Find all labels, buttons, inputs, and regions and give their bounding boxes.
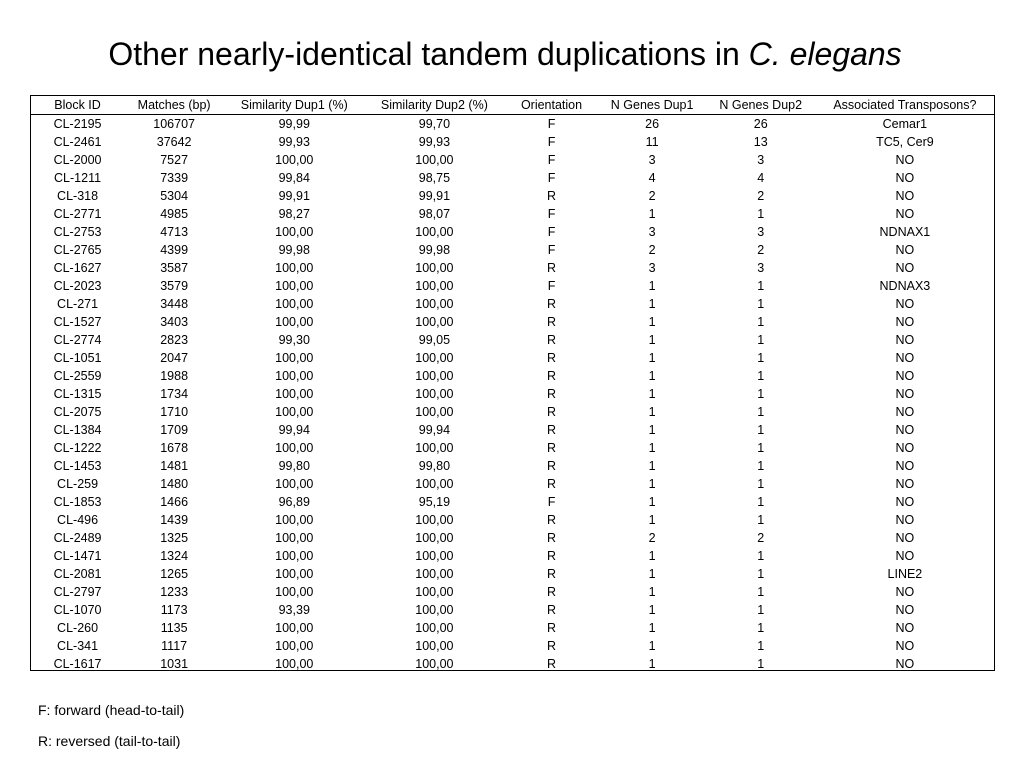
block-id-cell: CL-1471 [53, 549, 102, 563]
transposons-cell: NO [895, 603, 915, 617]
similarity-dup2-cell: 100,00 [415, 549, 454, 563]
n-genes-dup2-cell: 1 [757, 441, 765, 455]
orientation-cell: R [547, 513, 557, 527]
similarity-dup1-cell: 100,00 [275, 369, 314, 383]
block-id-cell: CL-2765 [53, 243, 102, 257]
n-genes-dup2-cell: 1 [757, 207, 765, 221]
block-id-cell: CL-2075 [53, 405, 102, 419]
n-genes-dup1-cell: 1 [648, 567, 656, 581]
block-id-cell: CL-2461 [53, 135, 102, 149]
similarity-dup2-cell: 98,07 [418, 207, 451, 221]
transposons-cell: NO [895, 333, 915, 347]
transposons-cell: NO [895, 189, 915, 203]
similarity-dup2-cell: 100,00 [415, 531, 454, 545]
n-genes-dup2-cell: 3 [757, 225, 765, 239]
n-genes-dup2-cell: 1 [757, 639, 765, 653]
similarity-dup2-cell: 100,00 [415, 477, 454, 491]
similarity-dup2-cell: 100,00 [415, 153, 454, 167]
block-id-cell: CL-2195 [53, 117, 102, 131]
orientation-cell: F [547, 243, 556, 257]
table-header-row [31, 96, 994, 115]
matches-cell: 1135 [160, 621, 188, 635]
transposons-cell: NO [895, 639, 915, 653]
transposons-cell: NO [895, 531, 915, 545]
matches-cell: 3448 [160, 297, 189, 311]
n-genes-dup2-cell: 3 [757, 261, 765, 275]
similarity-dup2-cell: 100,00 [415, 315, 454, 329]
table-row [31, 349, 994, 367]
matches-cell: 4713 [160, 225, 189, 239]
matches-cell: 5304 [160, 189, 189, 203]
transposons-cell: LINE2 [887, 567, 923, 581]
block-id-cell: CL-341 [57, 639, 99, 653]
n-genes-dup1-cell: 2 [648, 243, 656, 257]
matches-cell: 106707 [153, 117, 195, 131]
matches-cell: 1265 [160, 567, 189, 581]
table-row [31, 619, 994, 637]
similarity-dup2-cell: 100,00 [415, 369, 454, 383]
similarity-dup1-cell: 100,00 [275, 585, 314, 599]
column-header-similarity-dup2: Similarity Dup2 (%) [364, 96, 504, 115]
block-id-cell: CL-2753 [53, 225, 102, 239]
block-id-cell: CL-259 [57, 477, 99, 491]
column-header-n-genes-dup1: N Genes Dup1 [599, 96, 706, 115]
n-genes-dup1-cell: 2 [648, 531, 656, 545]
matches-cell: 1709 [160, 423, 189, 437]
n-genes-dup1-cell: 1 [648, 657, 656, 671]
orientation-cell: R [547, 549, 557, 563]
orientation-cell: R [547, 315, 557, 329]
n-genes-dup1-cell: 3 [648, 225, 656, 239]
orientation-cell: R [547, 405, 557, 419]
n-genes-dup1-cell: 2 [648, 189, 656, 203]
transposons-cell: NO [895, 477, 915, 491]
n-genes-dup2-cell: 1 [757, 297, 765, 311]
block-id-cell: CL-260 [57, 621, 99, 635]
similarity-dup1-cell: 100,00 [275, 153, 314, 167]
matches-cell: 1173 [160, 603, 188, 617]
n-genes-dup1-cell: 1 [648, 603, 656, 617]
block-id-cell: CL-1070 [53, 603, 102, 617]
table-row [31, 637, 994, 655]
similarity-dup2-cell: 100,00 [415, 603, 454, 617]
n-genes-dup1-cell: 1 [648, 279, 656, 293]
similarity-dup1-cell: 99,80 [278, 459, 310, 473]
n-genes-dup2-cell: 1 [757, 423, 765, 437]
similarity-dup1-cell: 100,00 [275, 225, 314, 239]
n-genes-dup2-cell: 3 [757, 153, 765, 167]
block-id-cell: CL-1853 [53, 495, 102, 509]
similarity-dup1-cell: 100,00 [275, 477, 314, 491]
similarity-dup1-cell: 93,39 [278, 603, 310, 617]
block-id-cell: CL-2797 [53, 585, 102, 599]
table-row [31, 151, 994, 169]
transposons-cell: NO [895, 369, 915, 383]
block-id-cell: CL-1527 [53, 315, 102, 329]
orientation-cell: R [547, 639, 557, 653]
n-genes-dup1-cell: 3 [648, 261, 656, 275]
transposons-cell: NO [895, 243, 915, 257]
n-genes-dup2-cell: 1 [757, 585, 765, 599]
similarity-dup1-cell: 100,00 [275, 567, 314, 581]
table-row [31, 457, 994, 475]
transposons-cell: NO [895, 495, 915, 509]
similarity-dup1-cell: 100,00 [275, 657, 314, 671]
transposons-cell: NO [895, 171, 915, 185]
n-genes-dup1-cell: 1 [648, 369, 656, 383]
matches-cell: 1710 [160, 405, 189, 419]
orientation-cell: R [547, 333, 557, 347]
block-id-cell: CL-496 [57, 513, 99, 527]
transposons-cell: NO [895, 423, 915, 437]
similarity-dup1-cell: 99,99 [278, 117, 310, 131]
transposons-cell: Cemar1 [882, 117, 928, 131]
transposons-cell: NO [895, 513, 915, 527]
block-id-cell: CL-2559 [53, 369, 102, 383]
page-title [0, 34, 1010, 74]
similarity-dup1-cell: 100,00 [275, 621, 314, 635]
n-genes-dup2-cell: 1 [757, 405, 765, 419]
similarity-dup1-cell: 99,98 [278, 243, 310, 257]
table-row [31, 655, 994, 673]
duplications-table-container [30, 95, 995, 671]
table-row [31, 133, 994, 151]
block-id-cell: CL-1627 [53, 261, 102, 275]
similarity-dup1-cell: 100,00 [275, 261, 314, 275]
similarity-dup2-cell: 100,00 [415, 387, 454, 401]
n-genes-dup2-cell: 1 [757, 621, 765, 635]
similarity-dup2-cell: 100,00 [415, 621, 454, 635]
n-genes-dup2-cell: 1 [757, 351, 765, 365]
block-id-cell: CL-2000 [53, 153, 102, 167]
similarity-dup2-cell: 100,00 [415, 351, 454, 365]
matches-cell: 1480 [160, 477, 189, 491]
n-genes-dup2-cell: 1 [757, 567, 765, 581]
n-genes-dup2-cell: 1 [757, 315, 765, 329]
n-genes-dup2-cell: 1 [757, 513, 765, 527]
orientation-cell: R [547, 369, 557, 383]
n-genes-dup1-cell: 1 [648, 459, 656, 473]
similarity-dup1-cell: 100,00 [275, 639, 314, 653]
similarity-dup2-cell: 100,00 [415, 405, 454, 419]
similarity-dup1-cell: 96,89 [278, 495, 310, 509]
matches-cell: 2047 [160, 351, 189, 365]
table-row [31, 367, 994, 385]
transposons-cell: NO [895, 387, 915, 401]
column-header-orientation: Orientation [504, 96, 598, 115]
legend-forward: F: forward (head-to-tail) [38, 702, 185, 718]
n-genes-dup1-cell: 1 [648, 351, 656, 365]
matches-cell: 7527 [160, 153, 189, 167]
n-genes-dup1-cell: 4 [648, 171, 656, 185]
block-id-cell: CL-1617 [53, 657, 102, 671]
table-row [31, 277, 994, 295]
transposons-cell: NO [895, 297, 915, 311]
n-genes-dup1-cell: 1 [648, 297, 656, 311]
matches-cell: 2823 [160, 333, 189, 347]
block-id-cell: CL-1453 [53, 459, 102, 473]
block-id-cell: CL-2023 [53, 279, 102, 293]
orientation-cell: R [547, 567, 557, 581]
matches-cell: 37642 [156, 135, 192, 149]
orientation-cell: F [547, 207, 556, 221]
transposons-cell: NO [895, 441, 915, 455]
matches-cell: 1988 [160, 369, 189, 383]
block-id-cell: CL-1211 [54, 171, 102, 185]
matches-cell: 1481 [160, 459, 189, 473]
transposons-cell: NO [895, 657, 915, 671]
transposons-cell: NDNAX3 [879, 279, 931, 293]
n-genes-dup1-cell: 3 [648, 153, 656, 167]
orientation-cell: R [547, 621, 557, 635]
table-row [31, 205, 994, 223]
orientation-cell: R [547, 423, 557, 437]
table-row [31, 403, 994, 421]
similarity-dup2-cell: 99,98 [418, 243, 451, 257]
table-row [31, 493, 994, 511]
transposons-cell: TC5, Cer9 [876, 135, 934, 149]
table-row [31, 529, 994, 547]
orientation-cell: F [547, 279, 556, 293]
table-row [31, 295, 994, 313]
similarity-dup2-cell: 99,80 [418, 459, 451, 473]
similarity-dup1-cell: 99,94 [278, 423, 310, 437]
similarity-dup1-cell: 100,00 [275, 531, 314, 545]
transposons-cell: NO [895, 351, 915, 365]
block-id-cell: CL-2774 [53, 333, 102, 347]
similarity-dup1-cell: 100,00 [275, 441, 314, 455]
n-genes-dup2-cell: 1 [757, 279, 765, 293]
block-id-cell: CL-1222 [53, 441, 102, 455]
table-row [31, 313, 994, 331]
similarity-dup1-cell: 100,00 [275, 351, 314, 365]
block-id-cell: CL-318 [57, 189, 99, 203]
table-row [31, 565, 994, 583]
table-row [31, 583, 994, 601]
block-id-cell: CL-1384 [53, 423, 102, 437]
n-genes-dup1-cell: 1 [648, 423, 656, 437]
n-genes-dup2-cell: 26 [753, 117, 768, 131]
similarity-dup2-cell: 99,05 [418, 333, 451, 347]
n-genes-dup1-cell: 26 [645, 117, 660, 131]
table-row [31, 475, 994, 493]
n-genes-dup1-cell: 1 [648, 513, 656, 527]
n-genes-dup2-cell: 1 [757, 459, 765, 473]
n-genes-dup2-cell: 1 [757, 369, 765, 383]
transposons-cell: NO [895, 549, 915, 563]
orientation-cell: F [547, 495, 556, 509]
similarity-dup1-cell: 100,00 [275, 279, 314, 293]
table-row [31, 115, 994, 134]
n-genes-dup2-cell: 13 [753, 135, 768, 149]
orientation-cell: R [547, 387, 557, 401]
orientation-cell: R [547, 189, 557, 203]
n-genes-dup1-cell: 1 [648, 405, 656, 419]
similarity-dup2-cell: 100,00 [415, 513, 454, 527]
orientation-cell: R [547, 531, 557, 545]
n-genes-dup1-cell: 1 [648, 315, 656, 329]
transposons-cell: NO [895, 621, 915, 635]
matches-cell: 1678 [160, 441, 189, 455]
orientation-cell: F [547, 171, 556, 185]
n-genes-dup2-cell: 1 [757, 333, 765, 347]
similarity-dup2-cell: 100,00 [415, 567, 454, 581]
n-genes-dup1-cell: 1 [648, 621, 656, 635]
similarity-dup1-cell: 100,00 [275, 513, 314, 527]
transposons-cell: NO [895, 153, 915, 167]
n-genes-dup1-cell: 1 [648, 477, 656, 491]
table-row [31, 385, 994, 403]
column-header-transposons: Associated Transposons? [816, 96, 994, 115]
similarity-dup1-cell: 99,93 [278, 135, 310, 149]
title-species: C. elegans [748, 36, 902, 72]
n-genes-dup2-cell: 1 [757, 495, 765, 509]
table-row [31, 421, 994, 439]
transposons-cell: NO [895, 585, 915, 599]
legend-reversed: R: reversed (tail-to-tail) [38, 733, 181, 749]
similarity-dup2-cell: 100,00 [415, 261, 454, 275]
orientation-cell: R [547, 585, 557, 599]
n-genes-dup2-cell: 2 [757, 243, 765, 257]
column-header-similarity-dup1: Similarity Dup1 (%) [224, 96, 364, 115]
similarity-dup1-cell: 99,84 [278, 171, 310, 185]
matches-cell: 1031 [160, 657, 189, 671]
transposons-cell: NO [895, 315, 915, 329]
similarity-dup2-cell: 100,00 [415, 297, 454, 311]
title-text: Other nearly-identical tandem duplications in [108, 36, 740, 72]
n-genes-dup1-cell: 11 [645, 135, 659, 149]
table-body [31, 115, 994, 674]
table-row [31, 331, 994, 349]
orientation-cell: R [547, 297, 557, 311]
n-genes-dup1-cell: 1 [648, 441, 656, 455]
block-id-cell: CL-2771 [53, 207, 102, 221]
n-genes-dup2-cell: 1 [757, 387, 765, 401]
similarity-dup1-cell: 100,00 [275, 549, 314, 563]
table-row [31, 511, 994, 529]
matches-cell: 4985 [160, 207, 189, 221]
block-id-cell: CL-2489 [53, 531, 102, 545]
n-genes-dup2-cell: 2 [757, 531, 765, 545]
matches-cell: 1466 [160, 495, 189, 509]
similarity-dup2-cell: 99,94 [418, 423, 451, 437]
orientation-cell: R [547, 657, 557, 671]
table-row [31, 187, 994, 205]
n-genes-dup1-cell: 1 [648, 639, 656, 653]
matches-cell: 1324 [160, 549, 189, 563]
matches-cell: 1734 [160, 387, 189, 401]
duplications-table [31, 96, 994, 673]
matches-cell: 1233 [160, 585, 189, 599]
orientation-cell: R [547, 603, 557, 617]
column-header-block-id: Block ID [31, 96, 124, 115]
block-id-cell: CL-1051 [53, 351, 102, 365]
similarity-dup2-cell: 100,00 [415, 639, 454, 653]
similarity-dup1-cell: 99,30 [278, 333, 310, 347]
orientation-cell: R [547, 351, 557, 365]
matches-cell: 3403 [160, 315, 189, 329]
orientation-cell: R [547, 459, 557, 473]
table-row [31, 169, 994, 187]
table-row [31, 547, 994, 565]
n-genes-dup1-cell: 1 [648, 585, 656, 599]
matches-cell: 3587 [160, 261, 189, 275]
table-row [31, 223, 994, 241]
similarity-dup2-cell: 99,91 [418, 189, 451, 203]
similarity-dup2-cell: 99,70 [418, 117, 451, 131]
similarity-dup1-cell: 100,00 [275, 297, 314, 311]
similarity-dup2-cell: 100,00 [415, 225, 454, 239]
n-genes-dup1-cell: 1 [648, 495, 656, 509]
similarity-dup2-cell: 100,00 [415, 657, 454, 671]
n-genes-dup2-cell: 2 [757, 189, 765, 203]
n-genes-dup1-cell: 1 [648, 387, 656, 401]
orientation-cell: F [547, 135, 556, 149]
similarity-dup1-cell: 98,27 [278, 207, 310, 221]
n-genes-dup1-cell: 1 [648, 207, 656, 221]
similarity-dup1-cell: 100,00 [275, 387, 314, 401]
n-genes-dup2-cell: 4 [757, 171, 765, 185]
table-row [31, 439, 994, 457]
table-row [31, 259, 994, 277]
transposons-cell: NDNAX1 [879, 225, 931, 239]
block-id-cell: CL-2081 [53, 567, 102, 581]
similarity-dup2-cell: 100,00 [415, 585, 454, 599]
transposons-cell: NO [895, 261, 915, 275]
table-row [31, 601, 994, 619]
matches-cell: 1439 [160, 513, 189, 527]
similarity-dup1-cell: 100,00 [275, 315, 314, 329]
orientation-cell: R [547, 441, 557, 455]
matches-cell: 4399 [160, 243, 189, 257]
n-genes-dup2-cell: 1 [757, 657, 765, 671]
n-genes-dup2-cell: 1 [757, 477, 765, 491]
transposons-cell: NO [895, 459, 915, 473]
similarity-dup2-cell: 100,00 [415, 279, 454, 293]
orientation-cell: F [547, 117, 556, 131]
matches-cell: 3579 [160, 279, 189, 293]
similarity-dup2-cell: 99,93 [418, 135, 451, 149]
matches-cell: 1325 [160, 531, 189, 545]
block-id-cell: CL-271 [57, 297, 99, 311]
orientation-cell: R [547, 477, 557, 491]
similarity-dup1-cell: 99,91 [278, 189, 310, 203]
orientation-cell: R [547, 261, 557, 275]
block-id-cell: CL-1315 [53, 387, 102, 401]
similarity-dup2-cell: 98,75 [418, 171, 451, 185]
n-genes-dup1-cell: 1 [648, 549, 656, 563]
n-genes-dup1-cell: 1 [648, 333, 656, 347]
n-genes-dup2-cell: 1 [757, 603, 765, 617]
orientation-cell: F [547, 153, 556, 167]
table-row [31, 241, 994, 259]
orientation-cell: F [547, 225, 556, 239]
transposons-cell: NO [895, 207, 915, 221]
n-genes-dup2-cell: 1 [757, 549, 765, 563]
similarity-dup2-cell: 100,00 [415, 441, 454, 455]
similarity-dup2-cell: 95,19 [418, 495, 451, 509]
similarity-dup1-cell: 100,00 [275, 405, 314, 419]
column-header-matches: Matches (bp) [124, 96, 224, 115]
column-header-n-genes-dup2: N Genes Dup2 [706, 96, 816, 115]
matches-cell: 1117 [161, 639, 188, 653]
transposons-cell: NO [895, 405, 915, 419]
matches-cell: 7339 [160, 171, 189, 185]
